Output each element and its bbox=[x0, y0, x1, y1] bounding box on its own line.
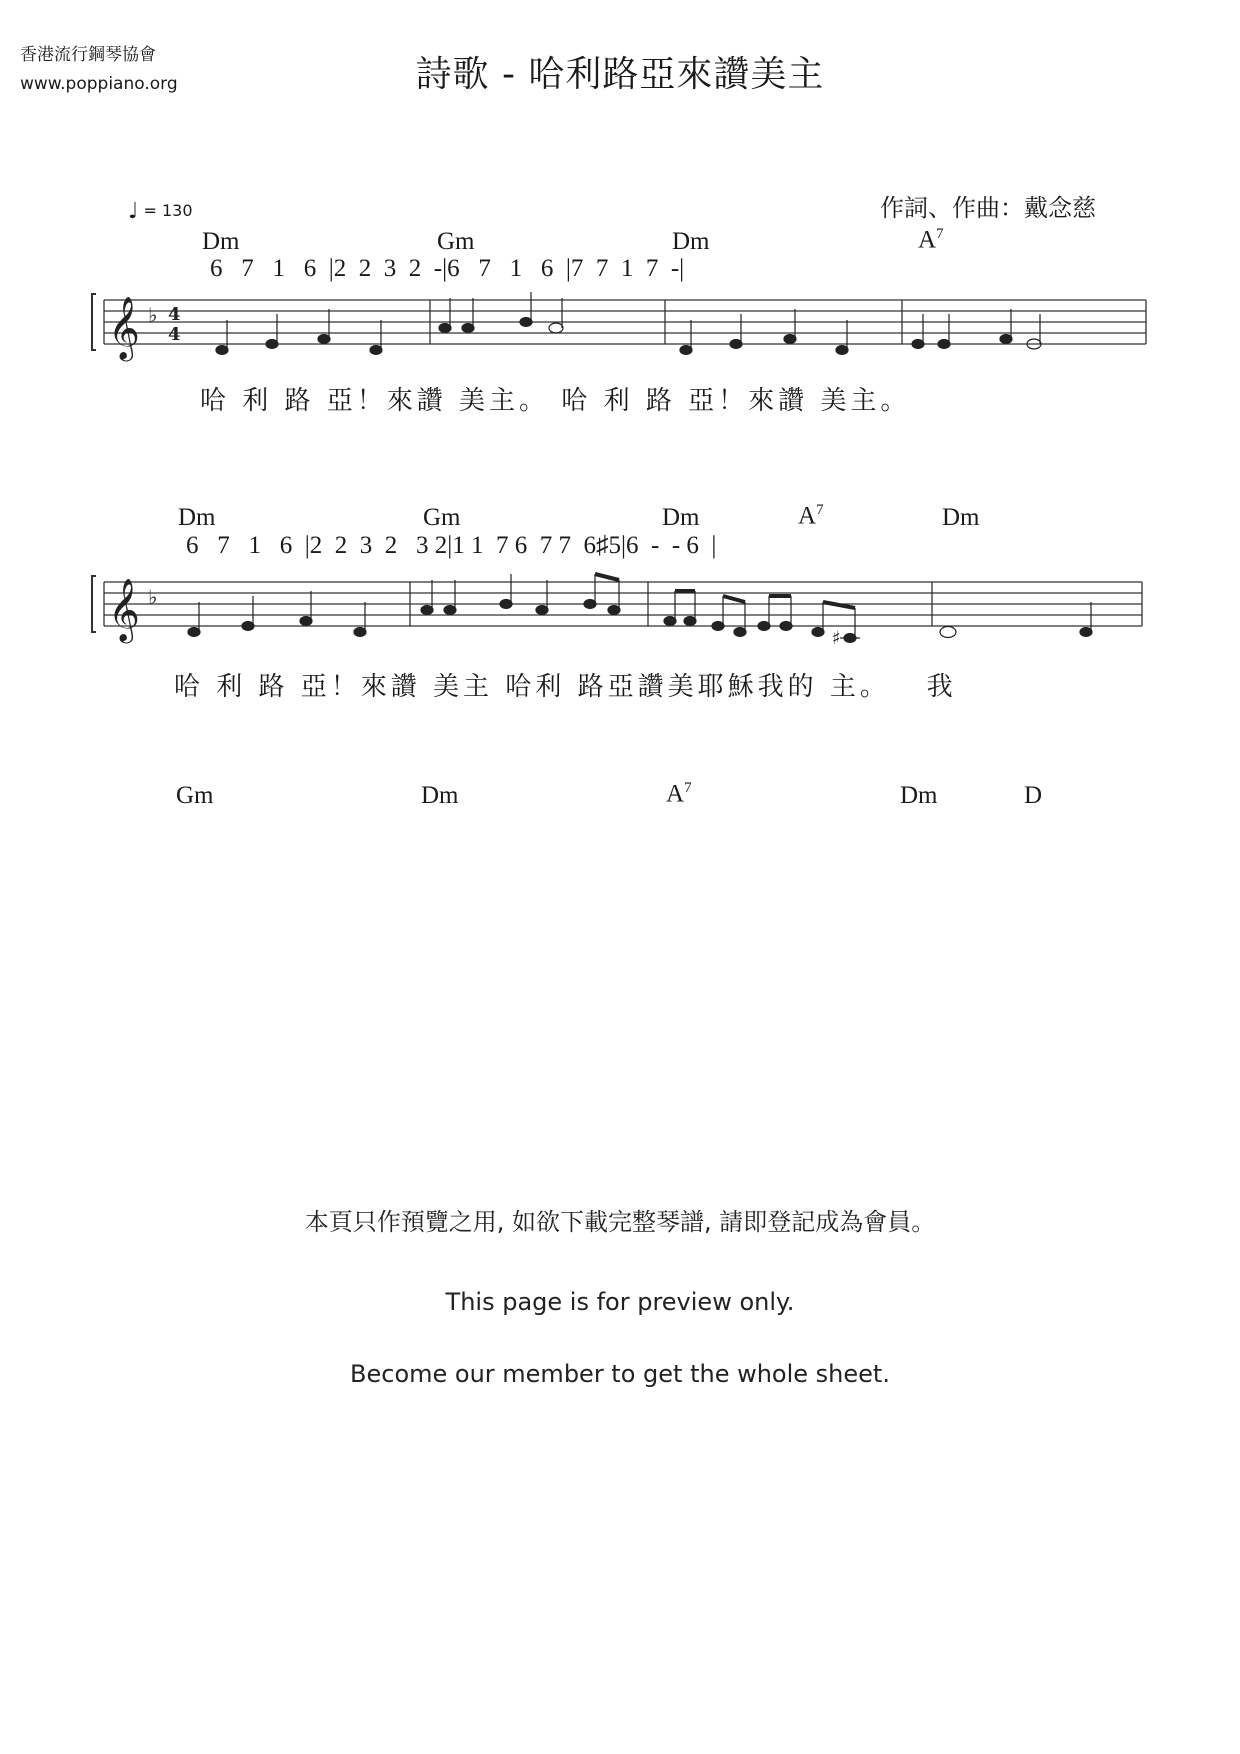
chord-symbol: Dm bbox=[900, 782, 938, 809]
chord-symbol: Dm bbox=[178, 504, 216, 531]
song-title: 詩歌 - 哈利路亞來讚美主 bbox=[415, 54, 825, 95]
chord-symbol: Dm bbox=[942, 504, 980, 531]
composer-credit: 作詞、作曲：戴念慈 bbox=[880, 194, 1096, 222]
chord-symbol: Dm bbox=[662, 504, 700, 531]
chord-symbol: Gm bbox=[423, 504, 461, 531]
site-url[interactable]: www.poppiano.org bbox=[20, 74, 178, 94]
preview-notice-chinese: 本頁只作預覽之用, 如欲下載完整琴譜, 請即登記成為會員。 bbox=[304, 1208, 936, 1236]
chord-symbol: Gm bbox=[176, 782, 214, 809]
chord-symbol: Dm bbox=[202, 228, 240, 255]
svg-text:𝄞: 𝄞 bbox=[108, 578, 140, 641]
tempo-marking bbox=[128, 197, 193, 222]
numbered-notation-line: 6 7 1 6 |2 2 3 2 3 2|1 1 7 6 7 7 6♯5|6 - - 6 | bbox=[186, 532, 717, 559]
chord-symbol: $A^7$ bbox=[666, 780, 692, 808]
svg-text:♭: ♭ bbox=[148, 585, 158, 609]
lyrics-line: 哈 利 路 亞！來讚 美主。 哈 利 路 亞！來讚 美主。 bbox=[200, 386, 911, 416]
chord-symbol: Gm bbox=[437, 228, 475, 255]
svg-text:♯: ♯ bbox=[832, 628, 841, 649]
svg-text:♭: ♭ bbox=[148, 303, 158, 327]
svg-text:4: 4 bbox=[168, 324, 181, 345]
chord-symbol: Dm bbox=[672, 228, 710, 255]
numbered-notation-line: 6 7 1 6 |2 2 3 2 -|6 7 1 6 |7 7 1 7 -| bbox=[210, 255, 685, 282]
quarter-note-icon: ♩ bbox=[128, 199, 139, 224]
svg-text:𝄞: 𝄞 bbox=[108, 296, 140, 359]
tempo-value: = 130 bbox=[143, 201, 193, 220]
member-prompt: Become our member to get the whole sheet. bbox=[350, 1360, 890, 1388]
lyrics-line: 哈 利 路 亞！來讚 美主 哈利 路亞讚美耶穌我的 主。 我 bbox=[174, 672, 957, 702]
chord-symbol: Dm bbox=[421, 782, 459, 809]
music-staff bbox=[0, 562, 1240, 682]
preview-notice-english: This page is for preview only. bbox=[445, 1288, 795, 1316]
site-name: 香港流行鋼琴協會 bbox=[20, 45, 156, 65]
svg-text:4: 4 bbox=[168, 304, 181, 325]
chord-symbol: $A^7$ bbox=[798, 502, 824, 530]
chord-symbol: D bbox=[1024, 782, 1043, 809]
chord-symbol: $A^7$ bbox=[918, 226, 944, 254]
